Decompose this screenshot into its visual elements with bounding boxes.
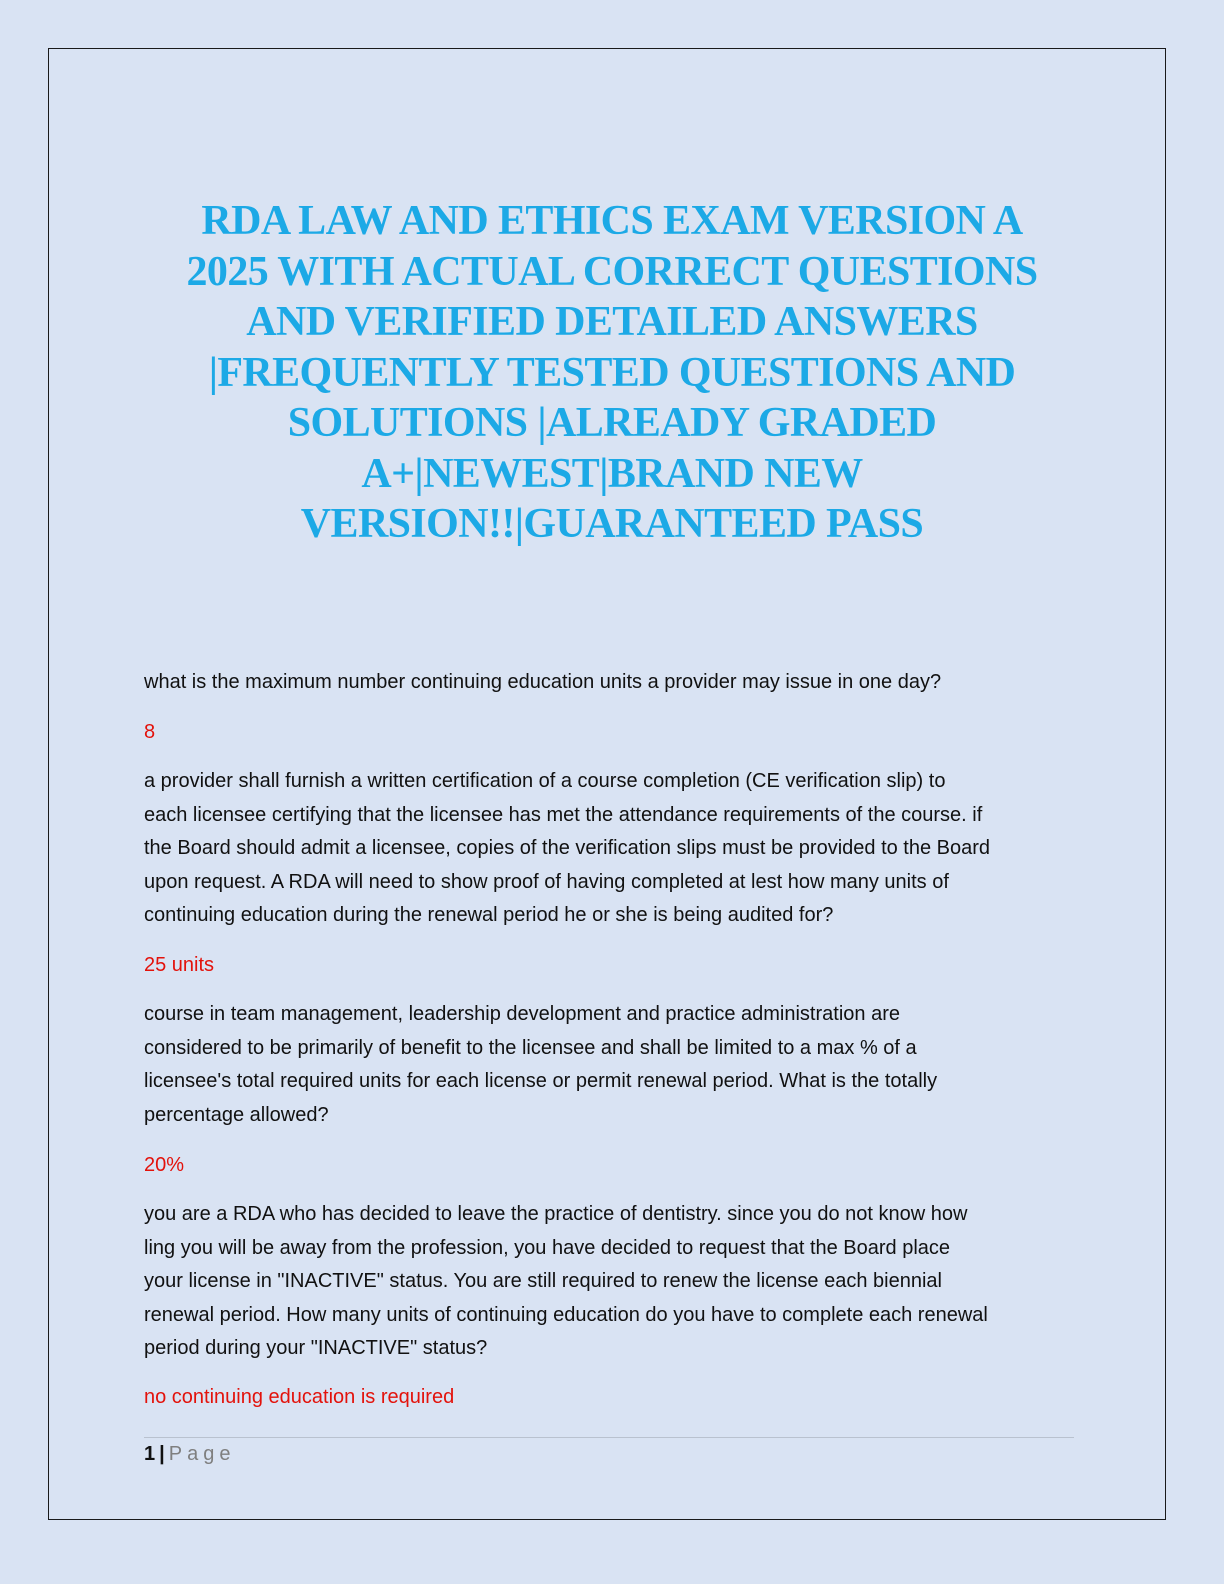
question-line: continuing education during the renewal period he or she is being audited for? (144, 904, 834, 926)
question-2 (144, 765, 1084, 933)
question-line: percentage allowed? (144, 1103, 329, 1126)
footer-separator: | (159, 1443, 165, 1465)
question-line: the Board should admit a licensee, copies of the verification slips must be provided to the Board (144, 837, 991, 859)
answer-4: no continuing education is required (144, 1386, 455, 1408)
title-line: SOLUTIONS |ALREADY GRADED (287, 400, 937, 446)
footer-divider (144, 1437, 1074, 1438)
question-line: upon request. A RDA will need to show proof of having completed at lest how many units of (144, 870, 949, 893)
title-line: A+|NEWEST|BRAND NEW (361, 450, 863, 497)
question-4 (144, 1198, 1084, 1366)
question-line: a provider shall furnish a written certification of a course completion (CE verification slip) to (144, 770, 946, 792)
page-number: 1 (144, 1443, 156, 1465)
question-line: course in team management, leadership development and practice administration are (144, 1003, 900, 1025)
title-line: RDA LAW AND ETHICS EXAM VERSION A (201, 198, 1023, 244)
question-line: period during your "INACTIVE" status? (144, 1337, 488, 1359)
question-line: you are a RDA who has decided to leave the practice of dentistry. since you do not know how (144, 1203, 968, 1225)
question-3 (144, 998, 1084, 1132)
answer-3: 20% (144, 1154, 185, 1176)
title-line: |FREQUENTLY TESTED QUESTIONS AND (208, 349, 1016, 396)
page-footer (144, 1442, 235, 1466)
answer-1: 8 (144, 721, 156, 743)
question-line: each licensee certifying that the licensee has met the attendance requirements of the course. if (144, 803, 983, 826)
title-line: 2025 WITH ACTUAL CORRECT QUESTIONS (186, 248, 1038, 295)
question-line: renewal period. How many units of continuing education do you have to complete each renewal (144, 1303, 988, 1326)
title-line: VERSION!!|GUARANTEED PASS (300, 501, 924, 547)
question-line: considered to be primarily of benefit to the licensee and shall be limited to a max % of a (144, 1036, 917, 1059)
question-line: licensee's total required units for each license or permit renewal period. What is the totally (144, 1070, 938, 1092)
question-1 (144, 666, 1084, 700)
question-line: what is the maximum number continuing education units a provider may issue in one day? (144, 671, 942, 693)
question-line: your license in "INACTIVE" status. You are still required to renew the license each biennial (144, 1270, 942, 1292)
page-label: Page (168, 1443, 236, 1465)
document-title (150, 196, 1074, 550)
title-line: AND VERIFIED DETAILED ANSWERS (246, 299, 978, 345)
answer-2: 25 units (144, 954, 215, 976)
question-line: ling you will be away from the profession, you have decided to request that the Board place (144, 1236, 951, 1259)
